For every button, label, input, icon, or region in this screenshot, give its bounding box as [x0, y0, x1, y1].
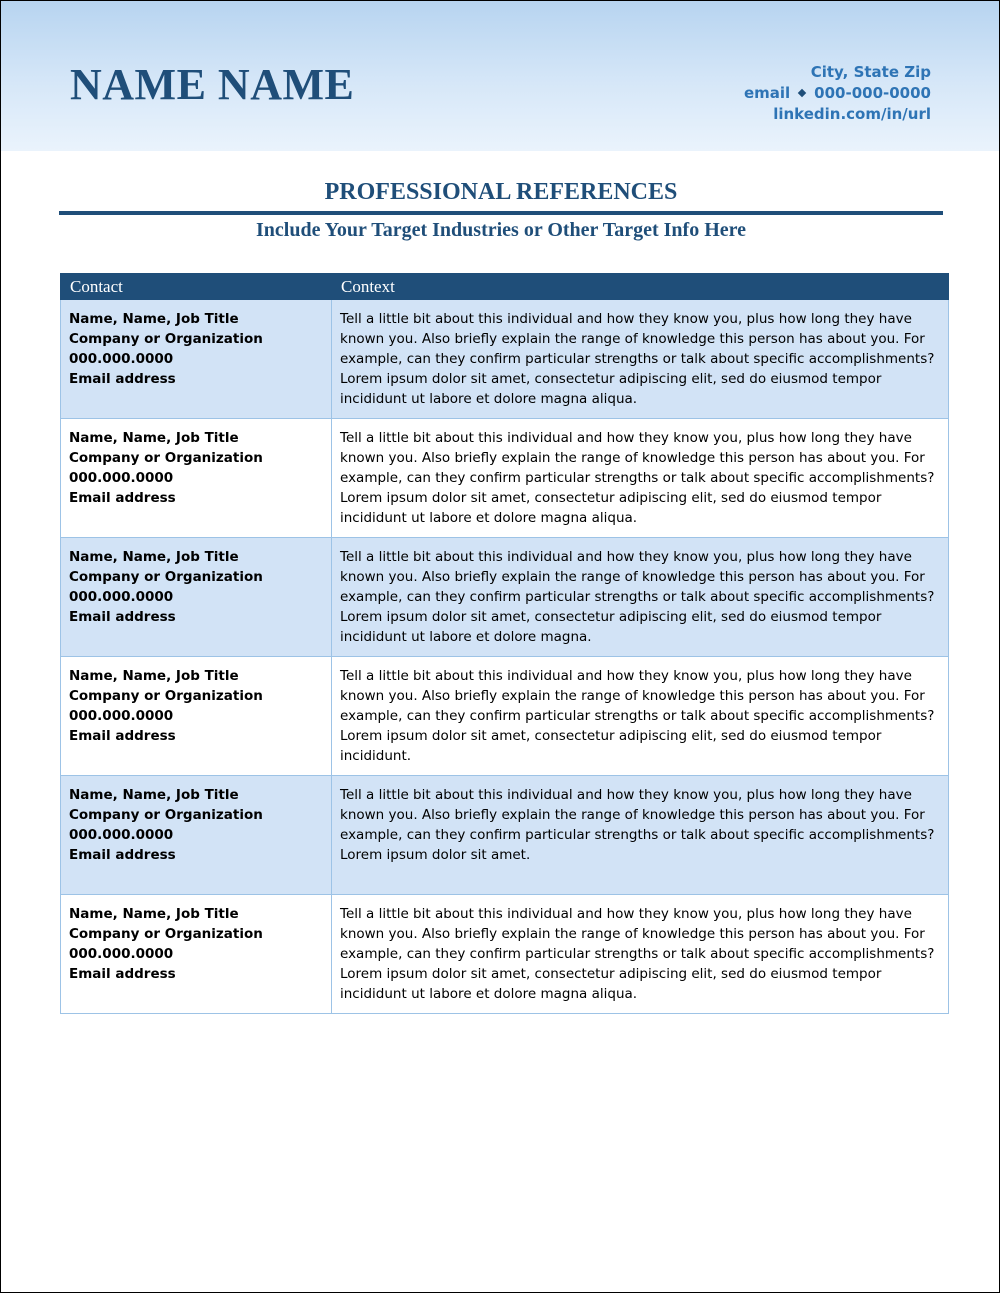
- reference-name-title: Name, Name, Job Title: [69, 668, 239, 684]
- table-row: [61, 657, 949, 776]
- reference-name-title: Name, Name, Job Title: [69, 311, 239, 327]
- phone-text: 000-000-0000: [814, 84, 931, 102]
- reference-name-title: Name, Name, Job Title: [69, 787, 239, 803]
- reference-company: Company or Organization: [69, 807, 263, 823]
- table-row: [61, 895, 949, 1014]
- contact-cell: [61, 300, 332, 419]
- contact-cell: [61, 895, 332, 1014]
- reference-company: Company or Organization: [69, 331, 263, 347]
- reference-phone: 000.000.0000: [69, 946, 174, 962]
- reference-phone: 000.000.0000: [69, 351, 174, 367]
- section-subtitle: Include Your Target Industries or Other Target Info Here: [255, 219, 747, 241]
- contact-cell: [61, 657, 332, 776]
- contact-cell: [61, 776, 332, 895]
- context-cell: Tell a little bit about this individual and how they know you, plus how long they have known you. Also briefly explain the range of knowledge this person has about you. For example, can they confirm particular strengths or talk about specific accomplishments? Lorem ipsum dolor sit amet.: [332, 776, 949, 895]
- table-row: [61, 776, 949, 895]
- table-row: [61, 419, 949, 538]
- diamond-icon: [798, 88, 806, 96]
- reference-phone: 000.000.0000: [69, 470, 174, 486]
- reference-company: Company or Organization: [69, 688, 263, 704]
- column-header-context: Context: [332, 274, 949, 300]
- reference-name-title: Name, Name, Job Title: [69, 549, 239, 565]
- reference-email: Email address: [69, 609, 176, 625]
- references-table: [60, 273, 949, 1014]
- reference-email: Email address: [69, 371, 176, 387]
- context-cell: Tell a little bit about this individual and how they know you, plus how long they have known you. Also briefly explain the range of knowledge this person has about you. For example, can they confirm particular strengths or talk about specific accomplishments? Lorem ipsum dolor sit amet, consectetur adipiscing elit, sed do eiusmod tempor incididunt ut labore et dolore magna aliqua.: [332, 419, 949, 538]
- context-cell: Tell a little bit about this individual and how they know you, plus how long they have known you. Also briefly explain the range of knowledge this person has about you. For example, can they confirm particular strengths or talk about specific accomplishments? Lorem ipsum dolor sit amet, consectetur adipiscing elit, sed do eiusmod tempor incididunt ut labore et dolore magna aliqua.: [332, 895, 949, 1014]
- candidate-name: NAME NAME: [70, 60, 355, 109]
- contact-info: [744, 62, 931, 125]
- contact-cell: [61, 538, 332, 657]
- column-header-contact: Contact: [61, 274, 332, 300]
- reference-email: Email address: [69, 490, 176, 506]
- linkedin-url: linkedin.com/in/url: [773, 105, 931, 123]
- reference-email: Email address: [69, 728, 176, 744]
- reference-phone: 000.000.0000: [69, 708, 174, 724]
- context-cell: Tell a little bit about this individual and how they know you, plus how long they have known you. Also briefly explain the range of knowledge this person has about you. For example, can they confirm particular strengths or talk about specific accomplishments? Lorem ipsum dolor sit amet, consectetur adipiscing elit, sed do eiusmod tempor incididunt ut labore et dolore magna.: [332, 538, 949, 657]
- contact-cell: [61, 419, 332, 538]
- reference-company: Company or Organization: [69, 450, 263, 466]
- context-cell: Tell a little bit about this individual and how they know you, plus how long they have known you. Also briefly explain the range of knowledge this person has about you. For example, can they confirm particular strengths or talk about specific accomplishments? Lorem ipsum dolor sit amet, consectetur adipiscing elit, sed do eiusmod tempor incididunt.: [332, 657, 949, 776]
- reference-email: Email address: [69, 847, 176, 863]
- reference-company: Company or Organization: [69, 926, 263, 942]
- context-cell: Tell a little bit about this individual and how they know you, plus how long they have known you. Also briefly explain the range of knowledge this person has about you. For example, can they confirm particular strengths or talk about specific accomplishments? Lorem ipsum dolor sit amet, consectetur adipiscing elit, sed do eiusmod tempor incididunt ut labore et dolore magna aliqua.: [332, 300, 949, 419]
- section-title: PROFESSIONAL REFERENCES: [324, 179, 678, 205]
- reference-company: Company or Organization: [69, 569, 263, 585]
- email-text: email: [743, 84, 791, 102]
- reference-name-title: Name, Name, Job Title: [69, 906, 239, 922]
- reference-name-title: Name, Name, Job Title: [69, 430, 239, 446]
- reference-email: Email address: [69, 966, 176, 982]
- table-row: [61, 300, 949, 419]
- table-header-row: [61, 274, 949, 300]
- reference-phone: 000.000.0000: [69, 827, 174, 843]
- email-phone-line: [744, 83, 931, 104]
- table-row: [61, 538, 949, 657]
- city-state-zip: City, State Zip: [810, 63, 931, 81]
- title-divider: [59, 211, 943, 215]
- reference-phone: 000.000.0000: [69, 589, 174, 605]
